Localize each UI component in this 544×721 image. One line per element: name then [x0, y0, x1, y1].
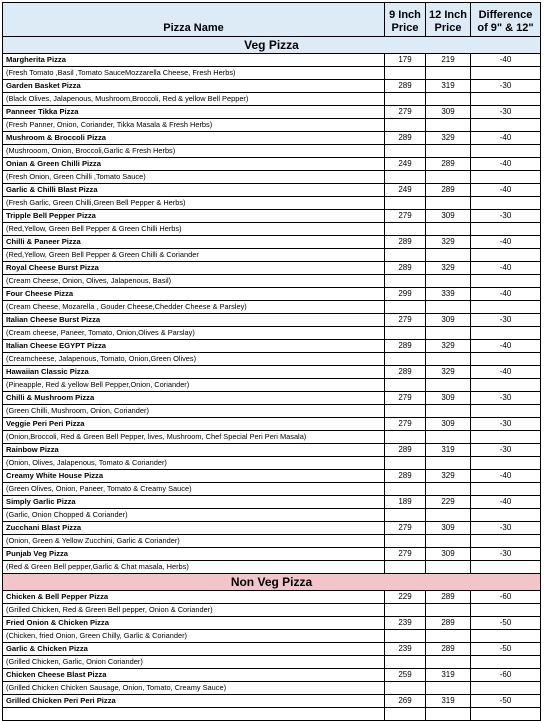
nine-inch-price: 259 — [385, 669, 426, 682]
nine-inch-price: 249 — [385, 184, 426, 197]
pizza-description-row — [3, 327, 541, 340]
pizza-row — [3, 132, 541, 145]
pizza-ingredients: (Red & Green Bell pepper,Garlic & Chat masala, Herbs) — [3, 561, 385, 574]
pizza-description-row — [3, 275, 541, 288]
price-difference: -30 — [471, 392, 541, 405]
pizza-row — [3, 643, 541, 656]
pizza-row — [3, 470, 541, 483]
pizza-name: Fried Onion & Chicken Pizza — [3, 617, 385, 630]
pizza-row — [3, 392, 541, 405]
difference-header: Difference of 9" & 12" — [471, 3, 541, 37]
nine-inch-price: 289 — [385, 80, 426, 93]
pizza-name: Garden Basket Pizza — [3, 80, 385, 93]
price-difference: -40 — [471, 54, 541, 67]
empty-cell — [426, 171, 471, 184]
section-row — [3, 574, 541, 591]
empty-cell — [471, 223, 541, 236]
nine-inch-price: 279 — [385, 522, 426, 535]
empty-cell — [471, 379, 541, 392]
twelve-inch-price: 309 — [426, 548, 471, 561]
pizza-row — [3, 54, 541, 67]
pizza-description-row — [3, 457, 541, 470]
pizza-name: Zucchani Blast Pizza — [3, 522, 385, 535]
pizza-description-row — [3, 353, 541, 366]
pizza-description-row — [3, 708, 541, 721]
nine-inch-price: 289 — [385, 340, 426, 353]
empty-cell — [471, 682, 541, 695]
pizza-name-header: Pizza Name — [3, 3, 385, 37]
pizza-row — [3, 444, 541, 457]
nine-inch-price-header: 9 Inch Price — [385, 3, 426, 37]
empty-cell — [385, 93, 426, 106]
nine-inch-price: 279 — [385, 392, 426, 405]
empty-cell — [426, 604, 471, 617]
empty-cell — [426, 535, 471, 548]
price-difference: -30 — [471, 444, 541, 457]
price-difference: -30 — [471, 80, 541, 93]
pizza-description-row — [3, 535, 541, 548]
pizza-name: Panneer Tikka Pizza — [3, 106, 385, 119]
empty-cell — [471, 509, 541, 522]
empty-cell — [385, 630, 426, 643]
empty-cell — [385, 353, 426, 366]
pizza-name: Mushroom & Broccoli Pizza — [3, 132, 385, 145]
empty-cell — [426, 249, 471, 262]
nine-inch-price: 289 — [385, 444, 426, 457]
pizza-ingredients: (Onion,Broccoli, Red & Green Bell Pepper, lives, Mushroom, Chef Special Peri Peri Masala) — [3, 431, 385, 444]
pizza-name: Italian Cheese Burst Pizza — [3, 314, 385, 327]
pizza-row — [3, 366, 541, 379]
empty-cell — [385, 457, 426, 470]
price-difference: -40 — [471, 340, 541, 353]
pizza-row — [3, 158, 541, 171]
pizza-name: Punjab Veg Pizza — [3, 548, 385, 561]
pizza-name: Garlic & Chilli Blast Pizza — [3, 184, 385, 197]
empty-cell — [471, 457, 541, 470]
price-difference: -50 — [471, 695, 541, 708]
nine-inch-price: 279 — [385, 548, 426, 561]
empty-cell — [385, 535, 426, 548]
pizza-ingredients: (Onion, Green & Yellow Zucchini, Garlic & Coriander) — [3, 535, 385, 548]
price-difference: -40 — [471, 366, 541, 379]
pizza-description-row — [3, 249, 541, 262]
pizza-row — [3, 669, 541, 682]
price-difference: -40 — [471, 288, 541, 301]
pizza-name: Simply Garlic Pizza — [3, 496, 385, 509]
pizza-description-row — [3, 67, 541, 80]
empty-cell — [426, 379, 471, 392]
nine-inch-price: 279 — [385, 106, 426, 119]
empty-cell — [471, 93, 541, 106]
pizza-description-row — [3, 301, 541, 314]
empty-cell — [471, 405, 541, 418]
pizza-ingredients: (Cream Cheese, Onion, Olives, Jalapenous, Basil) — [3, 275, 385, 288]
pizza-ingredients: (Pineapple, Red & yellow Bell Pepper,Onion, Coriander) — [3, 379, 385, 392]
empty-cell — [471, 656, 541, 669]
section-title: Non Veg Pizza — [3, 574, 541, 591]
pizza-row — [3, 184, 541, 197]
empty-cell — [385, 119, 426, 132]
twelve-inch-price: 309 — [426, 314, 471, 327]
twelve-inch-price: 289 — [426, 617, 471, 630]
empty-cell — [471, 171, 541, 184]
empty-cell — [385, 405, 426, 418]
table-body — [3, 37, 541, 721]
twelve-inch-price: 309 — [426, 392, 471, 405]
pizza-description-row — [3, 145, 541, 158]
empty-cell — [385, 145, 426, 158]
price-difference: -30 — [471, 418, 541, 431]
pizza-ingredients: (Green Chilli, Mushroom, Onion, Coriander) — [3, 405, 385, 418]
pizza-row — [3, 418, 541, 431]
nine-inch-price: 289 — [385, 236, 426, 249]
nine-inch-price: 289 — [385, 470, 426, 483]
pizza-ingredients: (Onion, Olives, Jalapenous, Tomato & Coriander) — [3, 457, 385, 470]
pizza-name: Royal Cheese Burst Pizza — [3, 262, 385, 275]
price-difference: -40 — [471, 236, 541, 249]
empty-cell — [471, 604, 541, 617]
nine-inch-price: 289 — [385, 132, 426, 145]
empty-cell — [471, 249, 541, 262]
empty-cell — [426, 119, 471, 132]
pizza-ingredients: (Grilled Chicken Chicken Sausage, Onion, Tomato, Creamy Sauce) — [3, 682, 385, 695]
pizza-description-row — [3, 379, 541, 392]
empty-cell — [471, 561, 541, 574]
nine-inch-price: 269 — [385, 695, 426, 708]
empty-cell — [385, 327, 426, 340]
pizza-row — [3, 236, 541, 249]
twelve-inch-price: 289 — [426, 184, 471, 197]
pizza-ingredients: (Creamcheese, Jalapenous, Tomato, Onion,Green Olives) — [3, 353, 385, 366]
header-row — [3, 3, 541, 37]
empty-cell — [471, 483, 541, 496]
price-difference: -30 — [471, 548, 541, 561]
empty-cell — [426, 275, 471, 288]
pizza-ingredients: (Fresh Garlic, Green Chilli,Green Bell Pepper & Herbs) — [3, 197, 385, 210]
twelve-inch-price: 329 — [426, 236, 471, 249]
empty-cell — [426, 561, 471, 574]
pizza-row — [3, 548, 541, 561]
pizza-name: Chilli & Mushroom Pizza — [3, 392, 385, 405]
pizza-description-row — [3, 119, 541, 132]
pizza-name: Four Cheese Pizza — [3, 288, 385, 301]
empty-cell — [426, 301, 471, 314]
pizza-name: Onian & Green Chilli Pizza — [3, 158, 385, 171]
price-difference: -30 — [471, 314, 541, 327]
empty-cell — [385, 67, 426, 80]
twelve-inch-price: 229 — [426, 496, 471, 509]
empty-cell — [426, 682, 471, 695]
empty-cell — [471, 119, 541, 132]
pizza-ingredients: (Grilled Chicken, Red & Green Bell pepper, Onion & Coriander) — [3, 604, 385, 617]
twelve-inch-price: 339 — [426, 288, 471, 301]
nine-inch-price: 189 — [385, 496, 426, 509]
empty-cell — [471, 535, 541, 548]
price-difference: -40 — [471, 262, 541, 275]
pizza-ingredients: (Cream Cheese, Mozarella , Gouder Cheese,Chedder Cheese & Parsley) — [3, 301, 385, 314]
pizza-description-row — [3, 223, 541, 236]
nine-inch-price: 299 — [385, 288, 426, 301]
price-difference: -40 — [471, 158, 541, 171]
pizza-ingredients: (Fresh Tomato ,Basil ,Tomato SauceMozzarella Cheese, Fresh Herbs) — [3, 67, 385, 80]
empty-cell — [471, 67, 541, 80]
twelve-inch-price-header: 12 Inch Price — [426, 3, 471, 37]
empty-cell — [471, 630, 541, 643]
empty-cell — [385, 223, 426, 236]
pizza-ingredients: (Garlic, Onion Chopped & Coriander) — [3, 509, 385, 522]
empty-cell — [426, 93, 471, 106]
pizza-name: Creamy White House Pizza — [3, 470, 385, 483]
empty-cell — [471, 145, 541, 158]
empty-cell — [385, 249, 426, 262]
pizza-name: Veggie Peri Peri Pizza — [3, 418, 385, 431]
pizza-ingredients: (Mushrooom, Onion, Broccoli,Garlic & Fresh Herbs) — [3, 145, 385, 158]
price-difference: -60 — [471, 669, 541, 682]
nine-inch-price: 289 — [385, 262, 426, 275]
twelve-inch-price: 319 — [426, 444, 471, 457]
pizza-description-row — [3, 483, 541, 496]
twelve-inch-price: 289 — [426, 643, 471, 656]
twelve-inch-price: 329 — [426, 340, 471, 353]
twelve-inch-price: 329 — [426, 470, 471, 483]
pizza-name: Rainbow Pizza — [3, 444, 385, 457]
empty-cell — [471, 353, 541, 366]
empty-cell — [426, 197, 471, 210]
pizza-ingredients: (Black Olives, Jalapenous, Mushroom,Broccoli, Red & yellow Bell Pepper) — [3, 93, 385, 106]
empty-cell — [426, 67, 471, 80]
pizza-name: Chicken Cheese Blast Pizza — [3, 669, 385, 682]
empty-cell — [471, 327, 541, 340]
empty-cell — [426, 223, 471, 236]
pizza-name: Chicken & Bell Pepper Pizza — [3, 591, 385, 604]
empty-cell — [426, 630, 471, 643]
pizza-ingredients: (Fresh Panner, Onion, Coriander, Tikka Masala & Fresh Herbs) — [3, 119, 385, 132]
pizza-row — [3, 617, 541, 630]
empty-cell — [426, 708, 471, 721]
nine-inch-price: 279 — [385, 418, 426, 431]
pizza-row — [3, 80, 541, 93]
price-difference: -40 — [471, 184, 541, 197]
twelve-inch-price: 219 — [426, 54, 471, 67]
pizza-name: Grilled Chicken Peri Peri Pizza — [3, 695, 385, 708]
pizza-name: Garlic & Chicken Pizza — [3, 643, 385, 656]
twelve-inch-price: 319 — [426, 669, 471, 682]
pizza-name: Chilli & Paneer Pizza — [3, 236, 385, 249]
empty-cell — [471, 275, 541, 288]
empty-cell — [385, 682, 426, 695]
empty-cell — [471, 708, 541, 721]
twelve-inch-price: 309 — [426, 106, 471, 119]
pizza-row — [3, 210, 541, 223]
empty-cell — [426, 145, 471, 158]
twelve-inch-price: 309 — [426, 418, 471, 431]
empty-cell — [471, 197, 541, 210]
nine-inch-price: 239 — [385, 643, 426, 656]
pizza-name: Italian Cheese EGYPT Pizza — [3, 340, 385, 353]
pizza-description-row — [3, 509, 541, 522]
pizza-ingredients: (Fresh Onion, Green Chilli ,Tomato Sauce) — [3, 171, 385, 184]
section-title: Veg Pizza — [3, 37, 541, 54]
empty-cell — [426, 483, 471, 496]
price-difference: -50 — [471, 617, 541, 630]
nine-inch-price: 179 — [385, 54, 426, 67]
twelve-inch-price: 329 — [426, 132, 471, 145]
nine-inch-price: 279 — [385, 210, 426, 223]
empty-cell — [385, 379, 426, 392]
empty-cell — [385, 656, 426, 669]
empty-cell — [426, 509, 471, 522]
twelve-inch-price: 329 — [426, 262, 471, 275]
pizza-ingredients: (Chicken, fried Onion, Green Chilly, Garlic & Coriander) — [3, 630, 385, 643]
pizza-row — [3, 340, 541, 353]
pizza-ingredients: (Green Olives, Onion, Paneer, Tomato & Creamy Sauce) — [3, 483, 385, 496]
pizza-description-row — [3, 405, 541, 418]
pizza-name: Margherita Pizza — [3, 54, 385, 67]
price-difference: -40 — [471, 470, 541, 483]
nine-inch-price: 229 — [385, 591, 426, 604]
pizza-row — [3, 591, 541, 604]
empty-cell — [426, 353, 471, 366]
price-difference: -60 — [471, 591, 541, 604]
twelve-inch-price: 309 — [426, 210, 471, 223]
pizza-description-row — [3, 656, 541, 669]
empty-cell — [426, 431, 471, 444]
empty-cell — [385, 483, 426, 496]
pizza-price-table — [2, 2, 541, 721]
pizza-description-row — [3, 604, 541, 617]
pizza-ingredients — [3, 708, 385, 721]
empty-cell — [426, 457, 471, 470]
price-difference: -40 — [471, 132, 541, 145]
empty-cell — [385, 509, 426, 522]
nine-inch-price: 279 — [385, 314, 426, 327]
twelve-inch-price: 319 — [426, 80, 471, 93]
price-difference: -30 — [471, 522, 541, 535]
pizza-description-row — [3, 561, 541, 574]
empty-cell — [471, 301, 541, 314]
price-difference: -40 — [471, 496, 541, 509]
section-row — [3, 37, 541, 54]
pizza-ingredients: (Grilled Chicken, Garlic, Onion Coriander) — [3, 656, 385, 669]
pizza-row — [3, 695, 541, 708]
pizza-ingredients: (Cream cheese, Paneer, Tomato, Onion,Olives & Parslay) — [3, 327, 385, 340]
empty-cell — [426, 327, 471, 340]
price-difference: -30 — [471, 106, 541, 119]
pizza-description-row — [3, 431, 541, 444]
empty-cell — [385, 604, 426, 617]
pizza-row — [3, 496, 541, 509]
nine-inch-price: 289 — [385, 366, 426, 379]
pizza-description-row — [3, 171, 541, 184]
twelve-inch-price: 289 — [426, 591, 471, 604]
nine-inch-price: 249 — [385, 158, 426, 171]
pizza-description-row — [3, 197, 541, 210]
pizza-ingredients: (Red,Yellow, Green Bell Pepper & Green Chilli & Coriander — [3, 249, 385, 262]
pizza-description-row — [3, 682, 541, 695]
nine-inch-price: 239 — [385, 617, 426, 630]
pizza-row — [3, 314, 541, 327]
empty-cell — [385, 708, 426, 721]
twelve-inch-price: 289 — [426, 158, 471, 171]
pizza-row — [3, 522, 541, 535]
pizza-name: Hawaiian Classic Pizza — [3, 366, 385, 379]
pizza-description-row — [3, 93, 541, 106]
empty-cell — [426, 405, 471, 418]
pizza-row — [3, 288, 541, 301]
pizza-name: Tripple Bell Pepper Pizza — [3, 210, 385, 223]
twelve-inch-price: 309 — [426, 522, 471, 535]
pizza-row — [3, 262, 541, 275]
twelve-inch-price: 329 — [426, 366, 471, 379]
pizza-row — [3, 106, 541, 119]
empty-cell — [385, 301, 426, 314]
empty-cell — [385, 431, 426, 444]
empty-cell — [385, 275, 426, 288]
empty-cell — [385, 171, 426, 184]
empty-cell — [426, 656, 471, 669]
price-difference: -30 — [471, 210, 541, 223]
empty-cell — [385, 561, 426, 574]
twelve-inch-price: 319 — [426, 695, 471, 708]
pizza-ingredients: (Red,Yellow, Green Bell Pepper & Green Chilli Herbs) — [3, 223, 385, 236]
empty-cell — [471, 431, 541, 444]
empty-cell — [385, 197, 426, 210]
price-sheet — [2, 2, 541, 721]
price-difference: -50 — [471, 643, 541, 656]
pizza-description-row — [3, 630, 541, 643]
